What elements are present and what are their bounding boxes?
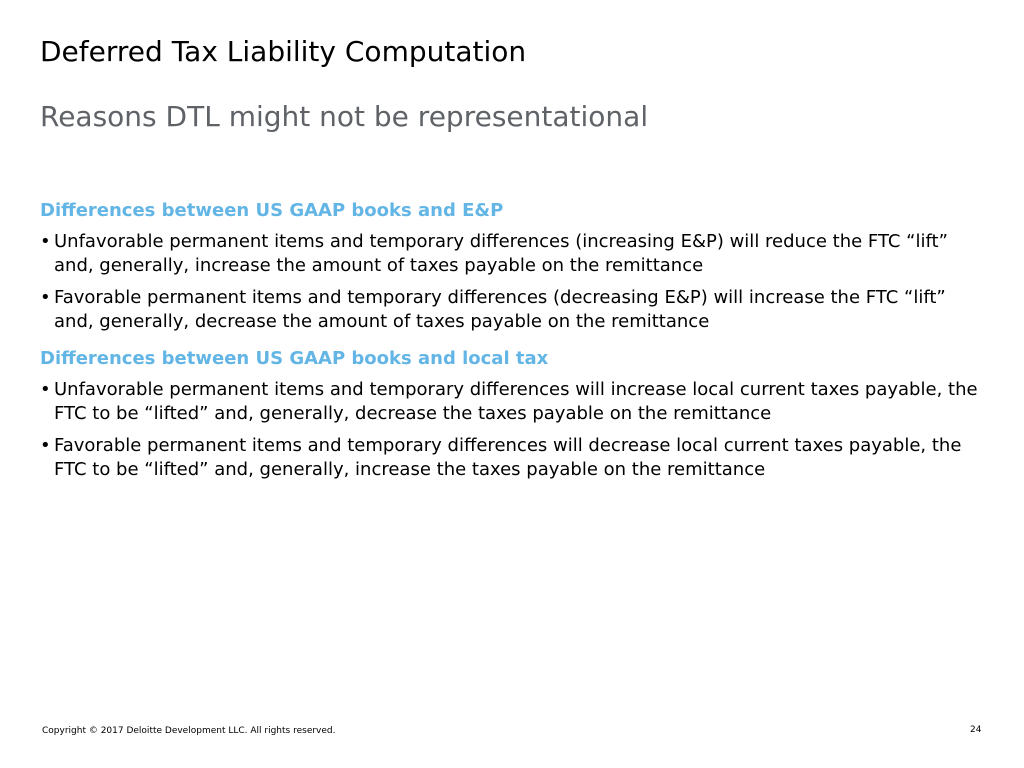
bullet-list [40,378,990,482]
bullet-list [40,230,990,334]
bullet-item [40,378,990,426]
bullet-text: Favorable permanent items and temporary differences will decrease local current taxes payable, the FTC to be “lifted” and, generally, increase the taxes payable on the remittance [54,435,962,480]
footer-copyright: Copyright © 2017 Deloitte Development LLC. All rights reserved. [42,726,336,736]
section-heading: Differences between US GAAP books and local tax [40,348,549,369]
section-gaap-vs-local-tax [40,346,990,482]
section-gaap-vs-ep [40,198,990,334]
page-number: 24 [970,725,982,735]
slide-title: Deferred Tax Liability Computation [40,35,527,68]
bullet-dot-icon: • [40,231,51,252]
bullet-dot-icon: • [40,287,51,308]
bullet-item [40,286,990,334]
slide-subtitle: Reasons DTL might not be representational [40,100,649,133]
bullet-item [40,434,990,482]
bullet-text: Favorable permanent items and temporary differences (decreasing E&P) will increase the FTC “lift” and, generally, decrease the amount of taxes payable on the remittance [54,287,946,332]
bullet-text: Unfavorable permanent items and temporary differences (increasing E&P) will reduce the FTC “lift” and, generally, increase the amount of taxes payable on the remittance [54,231,948,276]
bullet-item [40,230,990,278]
bullet-text: Unfavorable permanent items and temporary differences will increase local current taxes payable, the FTC to be “lifted” and, generally, decrease the taxes payable on the remittance [54,379,978,424]
section-heading: Differences between US GAAP books and E&P [40,200,504,221]
slide-content [40,198,990,494]
bullet-dot-icon: • [40,435,51,456]
bullet-dot-icon: • [40,379,51,400]
